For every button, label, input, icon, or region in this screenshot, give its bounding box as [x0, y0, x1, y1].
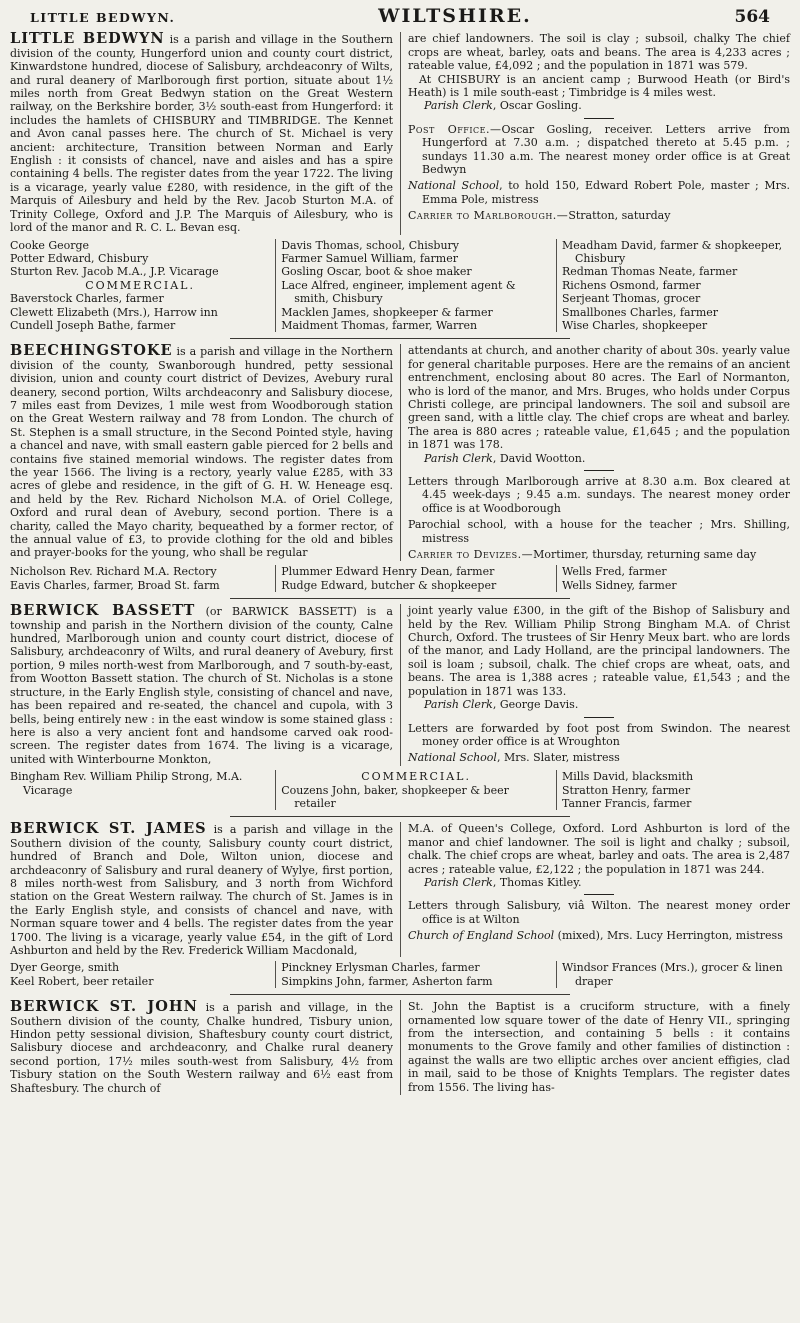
section-divider-rule	[230, 994, 570, 995]
directory-column	[556, 961, 790, 988]
directory-column	[10, 961, 275, 988]
directory-entry: Cundell Joseph Bathe, farmer	[10, 318, 176, 332]
directory-entry: COMMERCIAL.	[85, 278, 195, 292]
directory-column	[275, 239, 556, 333]
small-divider-rule	[584, 894, 614, 895]
directory-entry: Baverstock Charles, farmer	[10, 292, 164, 306]
parish-clerk-label: Parish Clerk	[424, 698, 493, 712]
directory-entry: Couzens John, baker, shopkeeper & beer retailer	[281, 783, 509, 810]
section-paragraph	[10, 822, 393, 957]
directory-entry: Farmer Samuel William, farmer	[281, 251, 458, 265]
page-header	[10, 5, 790, 30]
small-divider-rule	[584, 470, 614, 471]
paragraph-text: is a parish and village in the Northern division of the county, Swanborough hundred, petty sessional division, union and county court district of Devizes, Avebury rural deanery, second portion, Wilts archdeaconry and Salisbury diocese, 7 miles east from Devizes, 1 mile west from Woodborough station on the Great Western railway and 78 from London. The church of St. Stephen is a small structure, in the Second Pointed style, having a chancel and nave, with small eastern gable pierced for 2 bells and contains five stained memorial windows. The register dates from the year 1566. The living is a rectory, yearly value £285, with 33 acres of glebe and residence, in the gift of G. H. W. Heneage esq. and held by the Rev. Richard Nicholson M.A. of Oriel College, Oxford and rural dean of Avebury, second portion. There is a charity, called the Mayo charity, bequeathed by a former rector, of the annual value of £3, to provide clothing for the old and bibles and prayer-books for the young, who shall be regular	[10, 345, 393, 560]
section-berwick-st-john	[10, 1000, 790, 1095]
directory-entry: Stratton Henry, farmer	[561, 783, 691, 797]
directory-list	[10, 239, 790, 333]
parish-clerk-line: Parish Clerk, Thomas Kitley.	[424, 875, 582, 889]
carrier-line: Carrier to Marlborough.—Stratton, saturday	[408, 209, 671, 223]
directory-column	[556, 770, 790, 810]
parish-clerk-label: Parish Clerk	[424, 875, 493, 889]
directory-entry: Keel Robert, beer retailer	[10, 974, 154, 988]
parish-clerk-label: Parish Clerk	[424, 99, 493, 113]
directory-list	[10, 961, 790, 988]
directory-entry: Meadham David, farmer & shopkeeper, Chisbury	[561, 238, 783, 265]
section-heading: BEECHINGSTOKE	[10, 342, 173, 360]
right-column	[400, 822, 790, 957]
directory-list	[10, 565, 790, 592]
directory-entry: Sturton Rev. Jacob M.A., J.P. Vicarage	[10, 265, 219, 279]
church-school-line: Church of England School (mixed), Mrs. Lucy Herrington, mistress	[408, 929, 783, 943]
directory-entry: Smallbones Charles, farmer	[561, 305, 719, 319]
directory-entry: Wells Fred, farmer	[561, 565, 667, 579]
directory-column	[556, 239, 790, 333]
paragraph-continuation: M.A. of Queen's College, Oxford. Lord Ashburton is lord of the manor and chief landowner. The soil is light and chalky ; subsoil, chalk. The chief crops are wheat, barley and oats. The area is 2,487 acres ; rateable value, £2,122 ; the population in 1871 was 244.	[408, 822, 790, 876]
directory-column	[556, 565, 790, 592]
directory-entry: Wise Charles, shopkeeper	[561, 318, 708, 332]
directory-entry: Plummer Edward Henry Dean, farmer	[281, 565, 495, 579]
paragraph-continuation: attendants at church, and another charity of about 30s. yearly value for general charitable purposes. Here are the remains of an ancient entrenchment, enclosing about 80 acres. The Earl of Normanton, who is lord of the manor, and Mrs. Bruges, who holds under Corpus Christi college, are principal landowners. The soil and subsoil are green sand, with a little clay. The chief crops are wheat and barley. The area is 880 acres ; rateable value, £1,645 ; and the population in 1871 was 178.	[408, 344, 790, 452]
left-column	[10, 822, 400, 957]
directory-entry: COMMERCIAL.	[361, 770, 471, 784]
directory-column	[275, 770, 556, 810]
small-divider-rule	[584, 118, 614, 119]
paragraph-continuation: are chief landowners. The soil is clay ; subsoil, chalky The chief crops are wheat, barley, oats and beans. The area is 4,233 acres ; rateable value, £4,092 ; and the population in 1871 was 579.	[408, 32, 790, 73]
page-number: 564	[734, 7, 770, 27]
section-berwick-bassett	[10, 604, 790, 810]
letters-paragraph: Letters through Salisbury, viâ Wilton. The nearest money order office is at Wilton	[408, 899, 790, 926]
directory-entry: Potter Edward, Chisbury	[10, 251, 149, 265]
directory-entry: Bingham Rev. William Philip Strong, M.A. Vicarage	[10, 770, 243, 797]
directory-entry: Simpkins John, farmer, Asherton farm	[281, 974, 493, 988]
section-paragraph	[10, 344, 393, 560]
small-divider-rule	[584, 717, 614, 718]
letters-paragraph: Letters through Marlborough arrive at 8.30 a.m. Box cleared at 4.45 week-days ; 9.45 a.m. sundays. The nearest money order office is at Woodborough	[408, 475, 790, 515]
directory-entry: Pinckney Erlysman Charles, farmer	[281, 961, 480, 975]
directory-entry: Serjeant Thomas, grocer	[561, 292, 701, 306]
right-column	[400, 32, 790, 234]
directory-column	[275, 565, 556, 592]
hamlet-paragraph: At CHISBURY is an ancient camp ; Burwood Heath (or Bird's Heath) is 1 mile south-east ; Timbridge is 4 miles west.	[408, 72, 790, 100]
directory-entry: Mills David, blacksmith	[561, 770, 694, 784]
section-divider-rule	[230, 816, 570, 817]
page-title: WILTSHIRE.	[378, 5, 532, 27]
directory-entry: Redman Thomas Neate, farmer	[561, 265, 738, 279]
right-column	[400, 344, 790, 561]
section-heading: LITTLE BEDWYN	[10, 30, 165, 48]
left-column	[10, 32, 400, 234]
directory-entry: Wells Sidney, farmer	[561, 578, 677, 592]
national-school-line: National School, Mrs. Slater, mistress	[408, 751, 620, 765]
directory-entry: Davis Thomas, school, Chisbury	[281, 238, 460, 252]
left-column	[10, 1000, 400, 1095]
parochial-school-line: Parochial school, with a house for the teacher ; Mrs. Shilling, mistress	[408, 518, 790, 545]
national-school-line: National School, to hold 150, Edward Robert Pole, master ; Mrs. Emma Pole, mistress	[408, 179, 791, 206]
section-heading: BERWICK ST. JAMES	[10, 820, 207, 838]
directory-column	[10, 239, 275, 333]
directory-entry: Macklen James, shopkeeper & farmer	[281, 305, 493, 319]
section-paragraph	[10, 1000, 393, 1095]
directory-entry: Lace Alfred, engineer, implement agent & smith, Chisbury	[281, 278, 516, 306]
paragraph-text: is a parish and village, in the Southern division of the county, Chalke hundred, Tisbury union, Hindon petty sessional division, Shaftesbury county court district, Salisbury diocese and archdeaconry, and Chalke rural deanery second portion, 17½ miles south-west from Salisbury, 4½ from Tisbury station on the South Western railway and 6½ east from Shaftesbury. The church of	[10, 1001, 394, 1095]
paragraph-continuation: St. John the Baptist is a cruciform structure, with a finely ornamented low square tower of the date of Henry VII., springing from the intersection, and containing 5 bells : it contains monuments to the Grove family and other families of distinction : against the walls are two elliptic arches over ancient effigies, clad in mail, said to be those of Knights Templars. The register dates from 1556. The living has-	[408, 1000, 790, 1094]
letters-paragraph: Letters are forwarded by foot post from Swindon. The nearest money order office is at Wroughton	[408, 721, 790, 748]
section-little-bedwyn	[10, 32, 790, 332]
section-divider-rule	[230, 338, 570, 339]
directory-entry: Eavis Charles, farmer, Broad St. farm	[10, 578, 220, 592]
section-heading: BERWICK ST. JOHN	[10, 998, 198, 1016]
directory-column	[275, 961, 556, 988]
directory-list	[10, 770, 790, 810]
directory-entry: Gosling Oscar, boot & shoe maker	[281, 265, 472, 279]
paragraph-text: (or BARWICK BASSETT) is a township and parish in the Northern division of the county, Calne hundred, Marlborough union and county court district, diocese of Salisbury, archdeaconry of Wilts, and rural deanery of Avebury, first portion, 9 miles north-west from Marlborough, and 7 south-by-east, from Wootton Bassett station. The church of St. Nicholas is a stone structure, in the Early English style, consisting of chancel and nave, has been repaired and re-seated, the chancel and cupola, with 3 bells, being entirely new : in the east window is some stained glass : here is also a very ancient font and handsome carved oak rood-screen. The register dates from 1674. The living is a vicarage, united with Winterbourne Monkton,	[10, 605, 393, 766]
directory-entry: Rudge Edward, butcher & shopkeeper	[281, 578, 497, 592]
right-column	[400, 604, 790, 766]
paragraph-continuation: joint yearly value £300, in the gift of the Bishop of Salisbury and held by the Rev. William Philip Strong Bingham M.A. of Christ Church, Oxford. The trustees of Sir Henry Meux bart. who are lords of the manor, and Lady Holland, are the principal landowners. The soil is loam ; subsoil, chalk. The chief crops are wheat, oats, and beans. The area is 1,388 acres ; rateable value, £1,543 ; and the population in 1871 was 133.	[408, 604, 790, 698]
post-office-label: Post Office.—	[408, 122, 502, 136]
section-heading: BERWICK BASSETT	[10, 602, 196, 620]
directory-column	[10, 565, 275, 592]
parish-clerk-line: Parish Clerk, Oscar Gosling.	[424, 99, 582, 113]
parish-clerk-line: Parish Clerk, David Wootton.	[424, 451, 586, 465]
section-divider-rule	[230, 598, 570, 599]
post-office-paragraph: Post Office.—Oscar Gosling, receiver. Letters arrive from Hungerford at 7.30 a.m. ; dispatched thereto at 5.45 p.m. ; sundays 11.30 a.m. The nearest money order office is at Great Bedwyn	[408, 122, 790, 177]
section-berwick-st-james	[10, 822, 790, 988]
right-column	[400, 1000, 790, 1095]
directory-entry: Tanner Francis, farmer	[561, 796, 692, 810]
directory-entry: Clewett Elizabeth (Mrs.), Harrow inn	[10, 305, 218, 319]
running-title-left: LITTLE BEDWYN.	[30, 10, 176, 25]
paragraph-text: is a parish and village in the Southern division of the county, Hungerford union and county court district, Kinwardstone hundred, diocese of Salisbury, archdeaconry of Wilts, and rural deanery of Marlborough first portion, situate about 1½ miles north from Great Bedwyn station on the Great Western railway, on the Berkshire border, 3½ south-east from Hungerford: it includes the hamlets of CHISBURY and TIMBRIDGE. The Kennet and Avon canal passes here. The church of St. Michael is very ancient: architecture, Transition between Norman and Early English : it consists of chancel, nave and aisles and has a spire containing 4 bells. The register dates from the year 1722. The living is a vicarage, yearly value £280, with residence, in the gift of the Marquis of Ailesbury and held by the Rev. Jacob Sturton M.A. of Trinity College, Oxford and J.P. The Marquis of Ailesbury, who is lord of the manor and R. C. L. Bevan esq.	[10, 33, 393, 235]
directory-column	[10, 770, 275, 810]
directory-entry: Maidment Thomas, farmer, Warren	[281, 318, 478, 332]
parish-clerk-line: Parish Clerk, George Davis.	[424, 698, 579, 712]
parish-clerk-label: Parish Clerk	[424, 451, 493, 465]
directory-entry: Windsor Frances (Mrs.), grocer & linen draper	[561, 961, 783, 988]
section-beechingstoke	[10, 344, 790, 592]
directory-entry: Dyer George, smith	[10, 961, 120, 975]
left-column	[10, 604, 400, 766]
directory-entry: Cooke George	[10, 238, 90, 252]
section-paragraph	[10, 32, 393, 234]
section-paragraph	[10, 604, 393, 766]
left-column	[10, 344, 400, 561]
directory-entry: Nicholson Rev. Richard M.A. Rectory	[10, 565, 217, 579]
paragraph-text: is a parish and village in the Southern division of the county, Salisbury county court district, hundred of Branch and Dole, Wilton union, diocese and archdeaconry of Salisbury and rural deanery of Wylye, first portion, 8 miles north-west from Salisbury, and 3 north from Wichford station on the Great Western railway. The church of St. James is in the Early English style, and consists of chancel and nave, with Norman square tower and 4 bells. The register dates from the year 1700. The living is a vicarage, yearly value £54, in the gift of Lord Ashburton and held by the Rev. Frederick William Macdonald,	[10, 823, 393, 957]
carrier-line: Carrier to Devizes.—Mortimer, thursday, returning same day	[408, 548, 757, 562]
directory-entry: Richens Osmond, farmer	[561, 278, 701, 292]
